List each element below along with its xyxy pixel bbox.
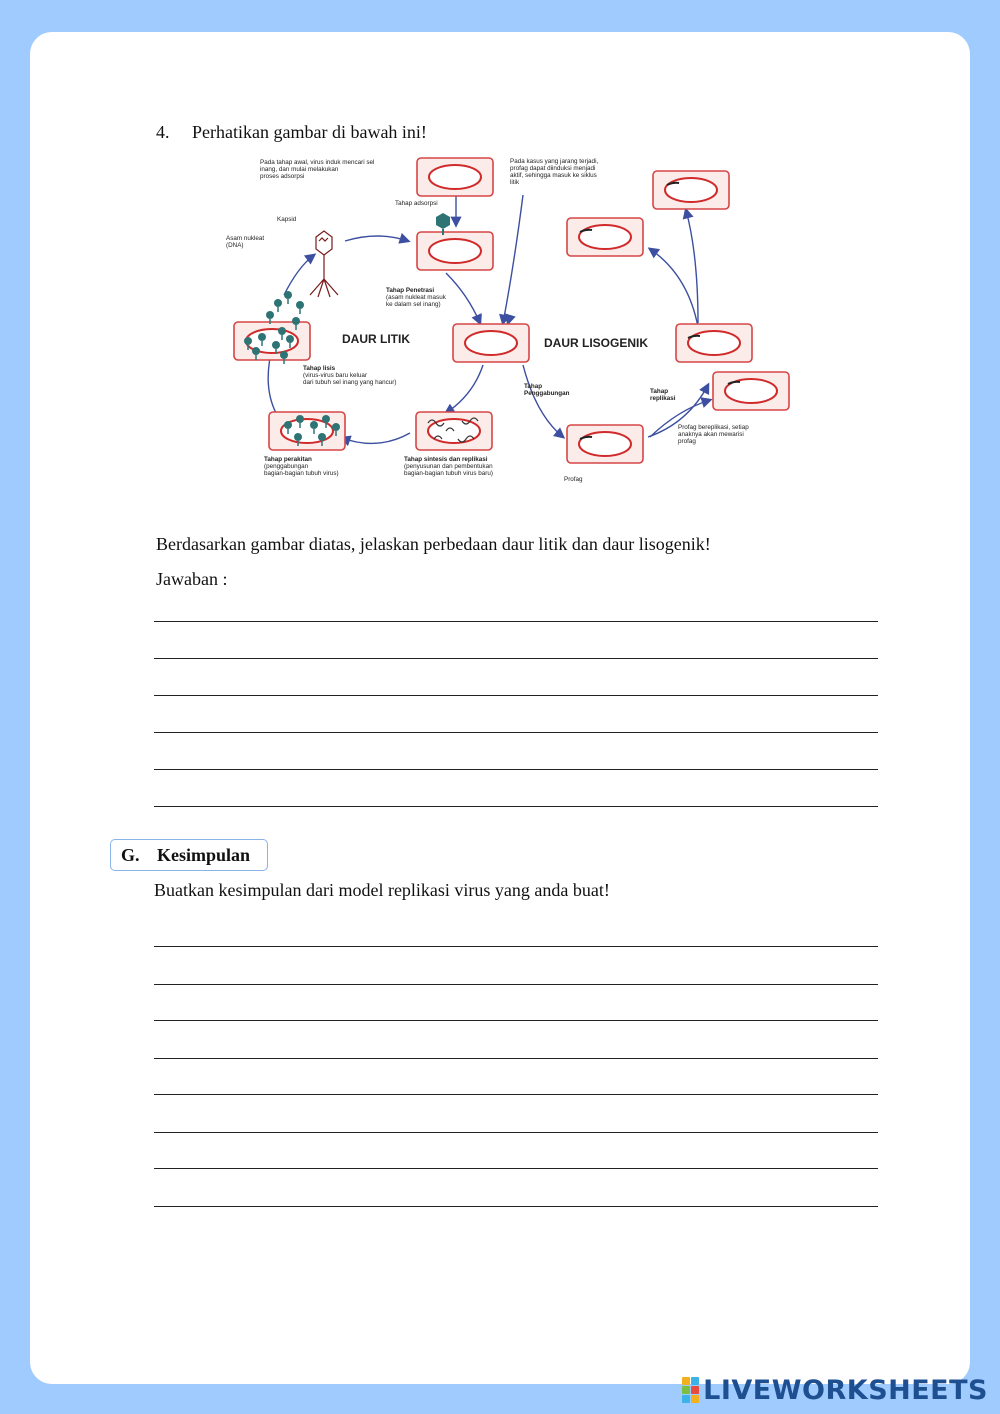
conclusion-line-3[interactable]: [154, 1020, 878, 1021]
conclusion-line-4[interactable]: [154, 1058, 878, 1059]
tahap-perakitan-title: Tahap perakitan: [264, 456, 312, 463]
section-title: Kesimpulan: [157, 845, 251, 865]
note-kasus-2: profag dapat diinduksi menjadi: [510, 165, 596, 172]
question-heading: [156, 122, 427, 143]
question-instruction: Perhatikan gambar di bawah ini!: [192, 122, 427, 142]
profag-note-1: Profag bereplikasi, setiap: [678, 424, 749, 431]
tahap-replikasi-2: replikasi: [650, 395, 676, 402]
tahap-lisis-3: dari tubuh sel inang yang hancur): [303, 379, 397, 386]
answer-line-2[interactable]: [154, 658, 878, 659]
conclusion-line-1[interactable]: [154, 946, 878, 947]
note-awal-2: inang, dan mulai melakukan: [260, 166, 339, 173]
note-kasus-3: aktif, sehingga masuk ke siklus: [510, 172, 597, 179]
note-kasus-4: litik: [510, 179, 520, 186]
question-prompt: Berdasarkan gambar diatas, jelaskan perbedaan daur litik dan daur lisogenik!: [156, 534, 711, 554]
liveworksheets-brand[interactable]: [682, 1374, 988, 1406]
profag-note-3: profag: [678, 438, 696, 445]
tahap-replikasi-1: Tahap: [650, 388, 669, 395]
tahap-penetrasi-2: (asam nukleat masuk: [386, 294, 446, 301]
kapsid-label: Kapsid: [277, 216, 297, 223]
tahap-adsorpsi-label: Tahap adsorpsi: [395, 200, 438, 207]
profag-label: Profag: [564, 476, 583, 483]
tahap-lisis-2: (virus-virus baru keluar: [303, 372, 368, 379]
tahap-sintesis-3: bagian-bagian tubuh virus baru): [404, 470, 493, 477]
tahap-penggabungan-2: Penggabungan: [524, 390, 570, 397]
tahap-lisis-title: Tahap lisis: [303, 365, 336, 372]
asam-nukleat-label-1: Asam nukleat: [226, 235, 265, 242]
conclusion-line-2[interactable]: [154, 984, 878, 985]
tahap-perakitan-2: (penggabungan: [264, 463, 309, 470]
profag-note-2: anaknya akan mewarisi: [678, 431, 744, 438]
answer-line-6[interactable]: [154, 806, 878, 807]
liveworksheets-logo-icon: [682, 1377, 699, 1403]
section-heading: [110, 839, 268, 871]
answer-line-5[interactable]: [154, 769, 878, 770]
answer-label: Jawaban :: [156, 569, 228, 589]
tahap-perakitan-3: bagian-bagian tubuh virus): [264, 470, 339, 477]
conclusion-line-8[interactable]: [154, 1206, 878, 1207]
conclusion-line-7[interactable]: [154, 1168, 878, 1169]
tahap-penggabungan-1: Tahap: [524, 383, 543, 390]
conclusion-line-6[interactable]: [154, 1132, 878, 1133]
tahap-sintesis-2: (penyusunan dan pembentukan: [404, 463, 493, 470]
note-awal-3: proses adsorpsi: [260, 173, 305, 180]
tahap-penetrasi-3: ke dalam sel inang): [386, 301, 441, 308]
virus-replication-diagram: [218, 155, 798, 485]
daur-lisogenik-label: DAUR LISOGENIK: [544, 336, 649, 350]
brand-name: LIVEWORKSHEETS: [703, 1374, 988, 1406]
section-letter: G.: [121, 845, 140, 865]
conclusion-line-5[interactable]: [154, 1094, 878, 1095]
question-number: 4.: [156, 122, 170, 142]
tahap-sintesis-title: Tahap sintesis dan replikasi: [404, 456, 488, 463]
daur-litik-label: DAUR LITIK: [342, 332, 410, 346]
note-awal-1: Pada tahap awal, virus induk mencari sel: [260, 159, 375, 166]
asam-nukleat-label-2: (DNA): [226, 242, 244, 249]
note-kasus-1: Pada kasus yang jarang terjadi,: [510, 158, 599, 165]
answer-line-3[interactable]: [154, 695, 878, 696]
answer-line-1[interactable]: [154, 621, 878, 622]
tahap-penetrasi-title: Tahap Penetrasi: [386, 287, 435, 294]
section-prompt: Buatkan kesimpulan dari model replikasi virus yang anda buat!: [154, 880, 610, 900]
answer-line-4[interactable]: [154, 732, 878, 733]
